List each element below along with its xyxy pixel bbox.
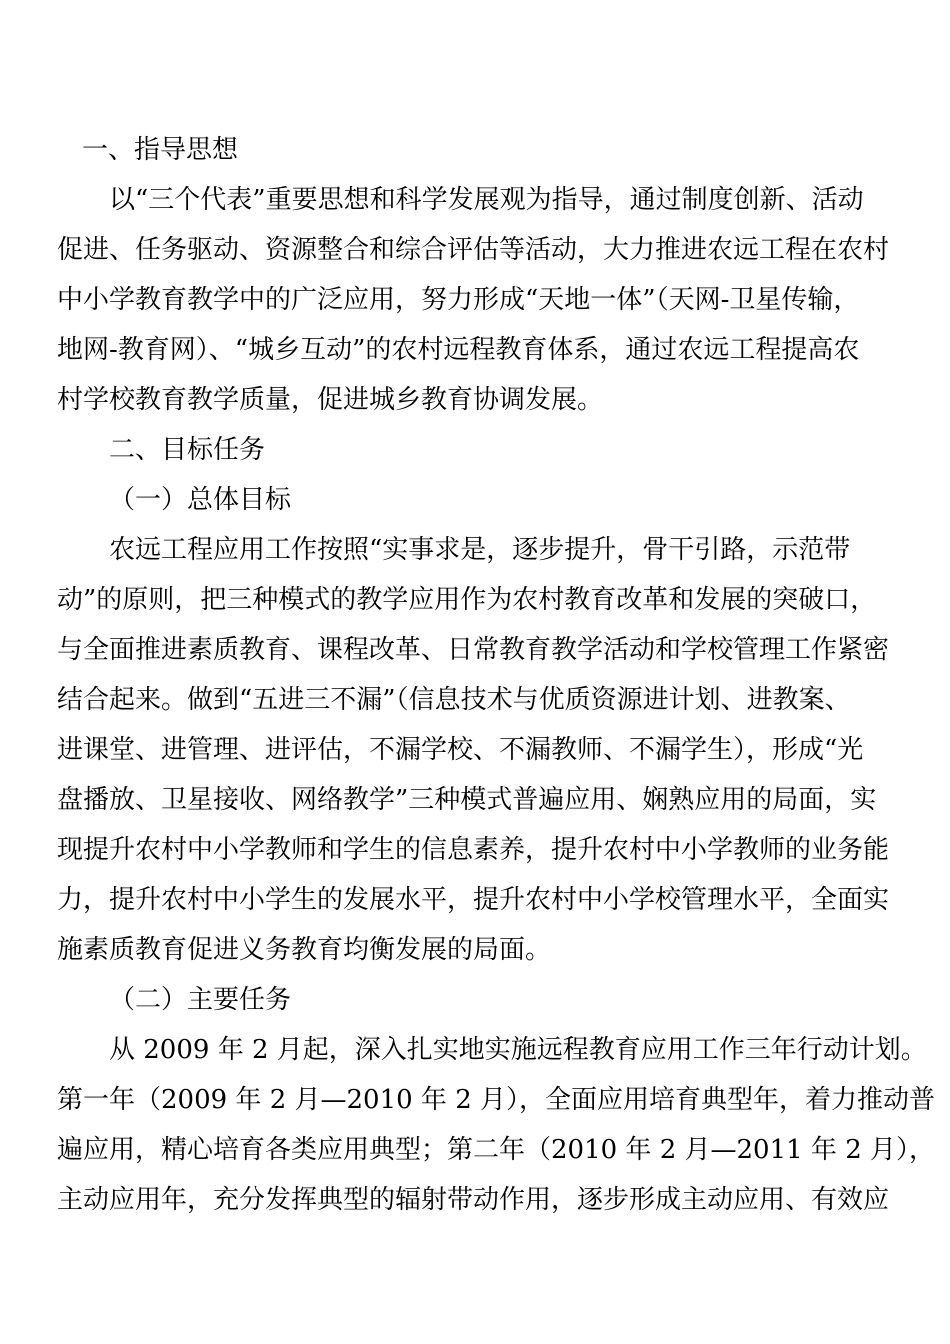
paragraph-line: 进课堂、进管理、进评估，不漏学校、不漏教师、不漏学生），形成“光 — [57, 735, 864, 765]
paragraph-line: 以“三个代表”重要思想和科学发展观为指导，通过制度创新、活动 — [109, 185, 864, 215]
paragraph-overall-goal — [57, 525, 893, 975]
paragraph-line: 中小学教育教学中的广泛应用，努力形成“天地一体”（天网-卫星传输， — [57, 285, 860, 315]
paragraph-line: 村学校教育教学质量，促进城乡教育协调发展。 — [57, 385, 604, 415]
paragraph-line: 施素质教育促进义务教育均衡发展的局面。 — [57, 935, 552, 965]
paragraph-line: 地网-教育网）、“城乡互动”的农村远程教育体系，通过农远工程提高农 — [57, 335, 860, 365]
paragraph-line: 第一年（2009 年 2 月—2010 年 2 月），全面应用培育典型年，着力推动普 — [57, 1085, 936, 1115]
subheading-main-tasks: （二）主要任务 — [109, 985, 292, 1015]
paragraph-line: 现提升农村中小学教师和学生的信息素养，提升农村中小学教师的业务能 — [57, 835, 890, 865]
heading-goals-tasks: 二、目标任务 — [109, 435, 266, 465]
paragraph-line: 与全面推进素质教育、课程改革、日常教育教学活动和学校管理工作紧密 — [57, 635, 890, 665]
paragraph-guiding-ideology — [57, 175, 893, 425]
paragraph-line: 力，提升农村中小学生的发展水平，提升农村中小学校管理水平，全面实 — [57, 885, 890, 915]
paragraph-main-tasks — [57, 1025, 936, 1225]
paragraph-line: 盘播放、卫星接收、网络教学”三种模式普遍应用、娴熟应用的局面，实 — [57, 785, 877, 815]
paragraph-line: 促进、任务驱动、资源整合和综合评估等活动，大力推进农远工程在农村 — [57, 235, 890, 265]
paragraph-line: 从 2009 年 2 月起，深入扎实地实施远程教育应用工作三年行动计划。 — [109, 1035, 927, 1065]
paragraph-line: 主动应用年，充分发挥典型的辐射带动作用，逐步形成主动应用、有效应 — [57, 1185, 890, 1215]
paragraph-line: 遍应用，精心培育各类应用典型；第二年（2010 年 2 月—2011 年 2 月）， — [57, 1135, 936, 1165]
document-page — [57, 125, 936, 1225]
paragraph-line: 动”的原则，把三种模式的教学应用作为农村教育改革和发展的突破口， — [57, 585, 877, 615]
paragraph-line: 农远工程应用工作按照“实事求是，逐步提升，骨干引路，示范带 — [109, 535, 851, 565]
paragraph-line: 结合起来。做到“五进三不漏”（信息技术与优质资源进计划、进教案、 — [57, 685, 851, 715]
heading-guiding-ideology: 一、指导思想 — [82, 135, 239, 165]
subheading-overall-goal: （一）总体目标 — [109, 485, 292, 515]
